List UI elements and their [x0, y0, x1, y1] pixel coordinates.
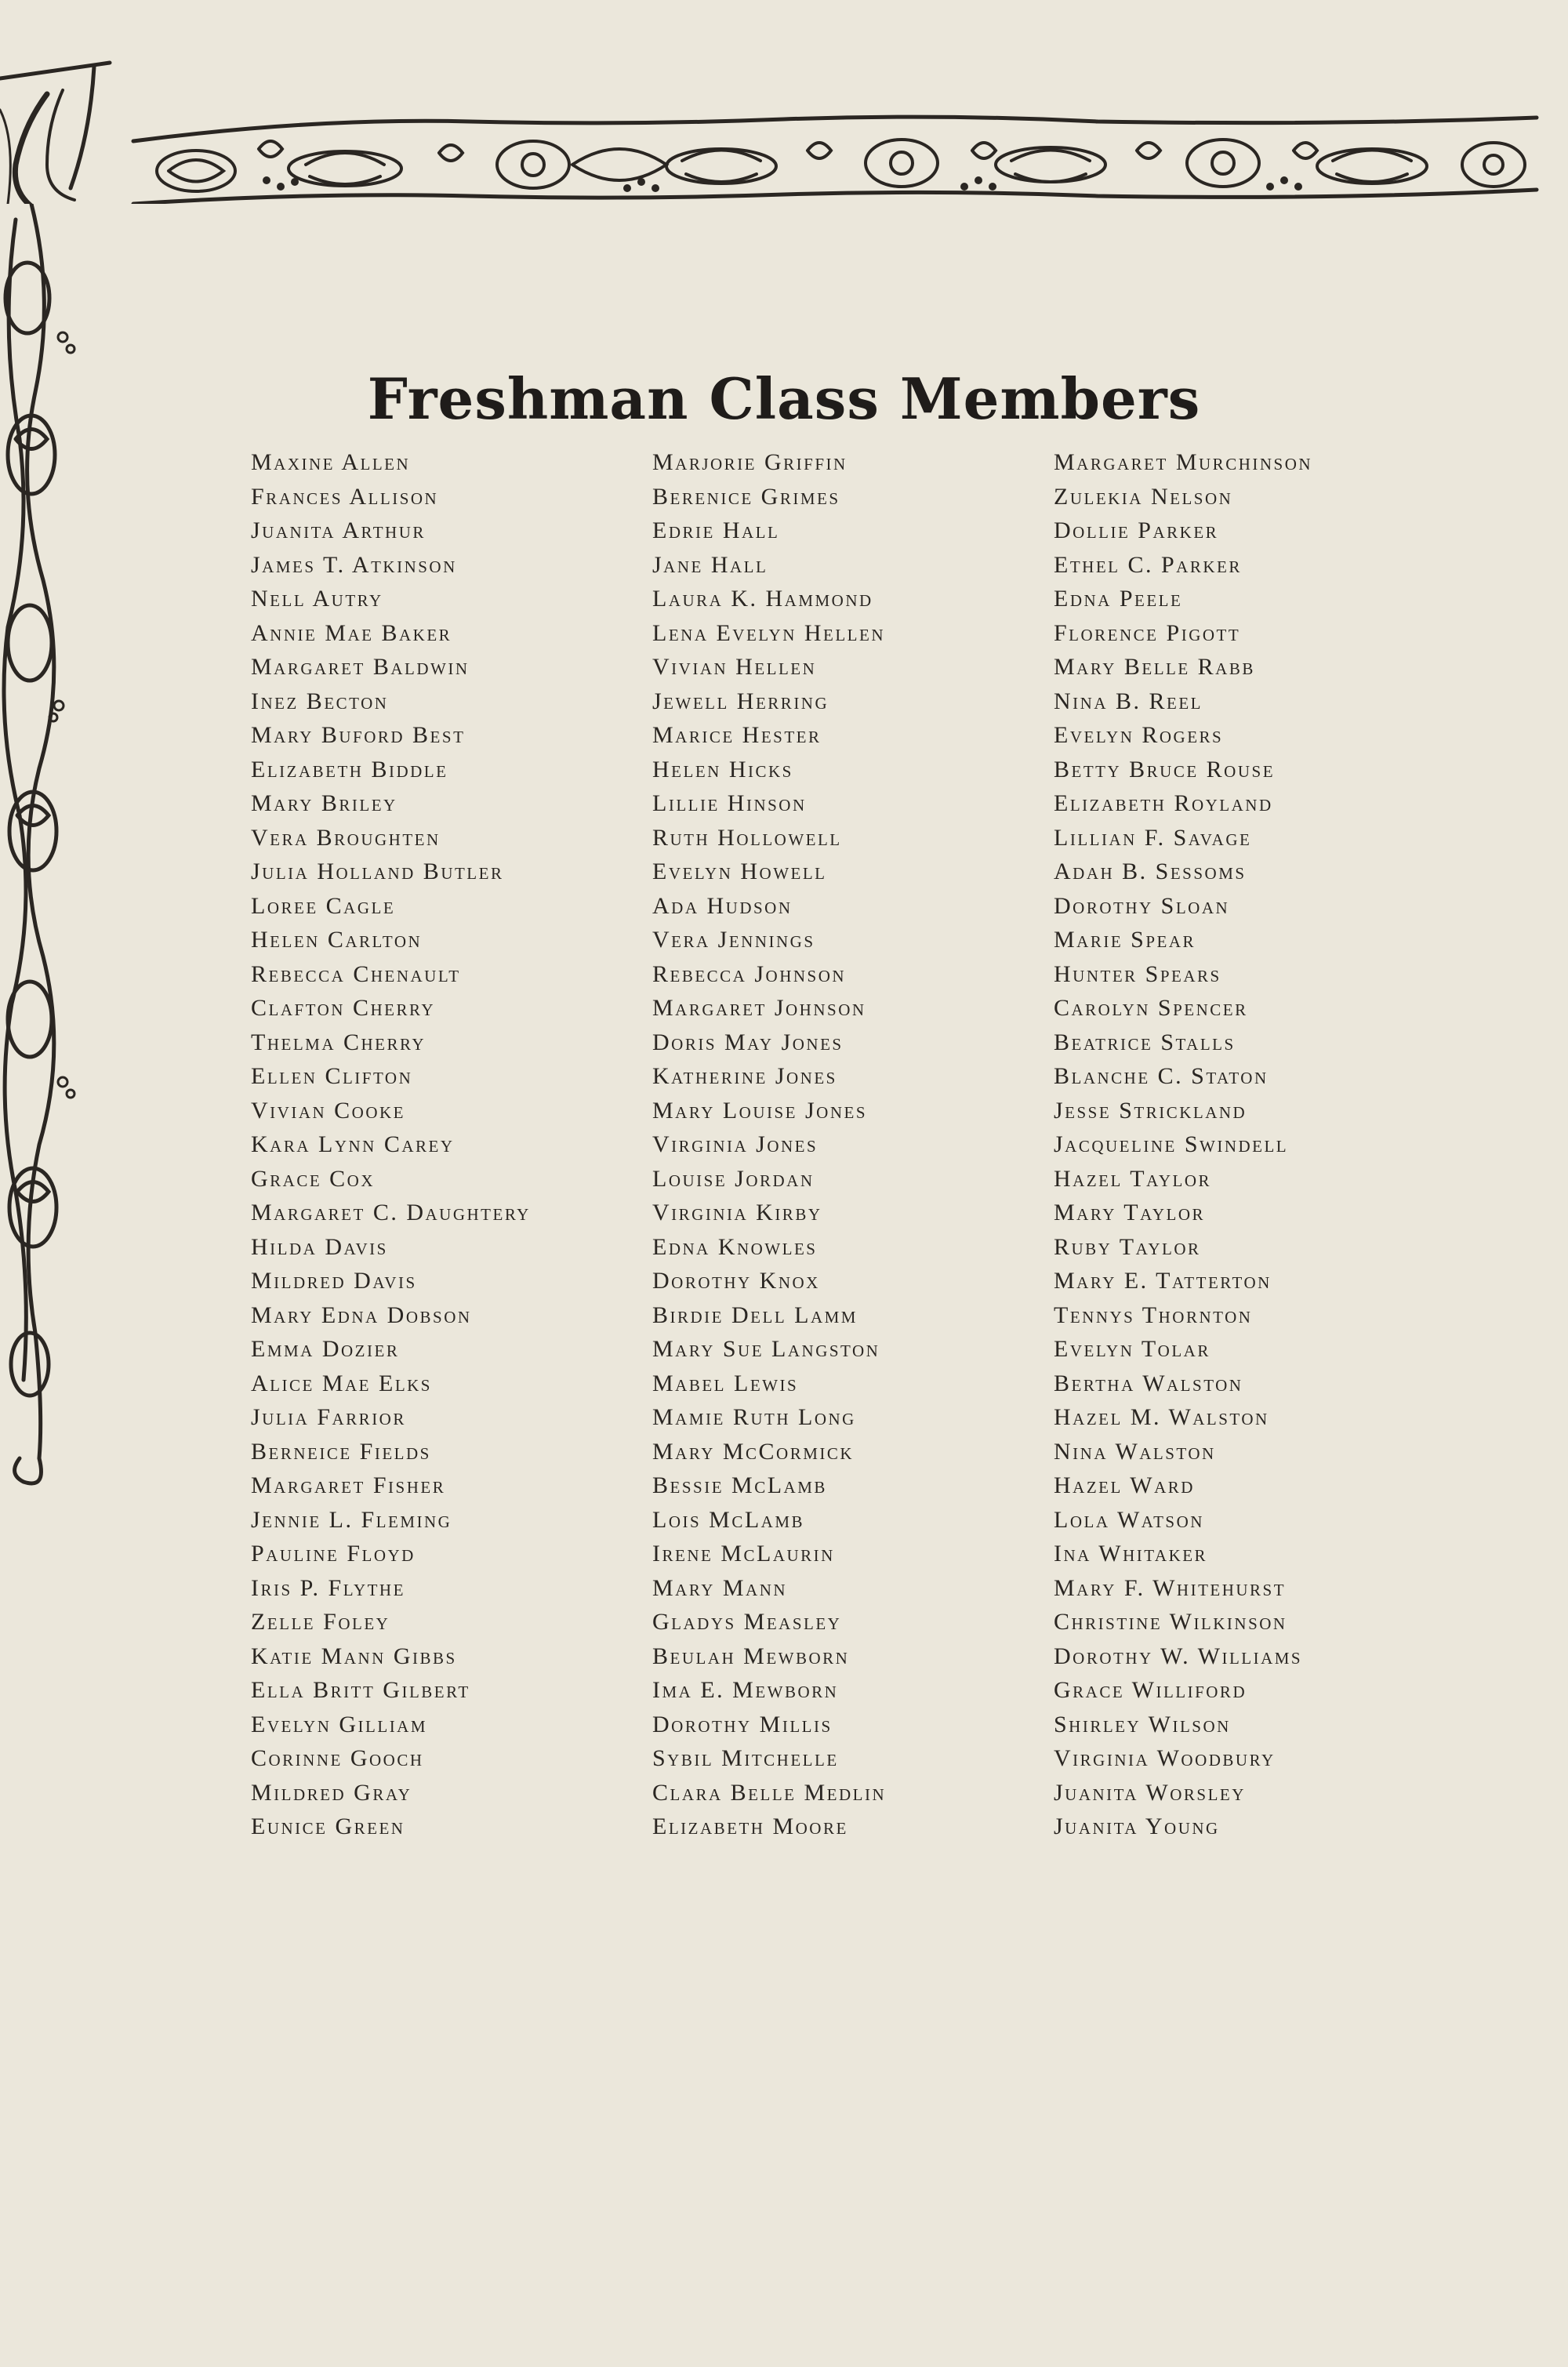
member-name: Rebecca Johnson [652, 960, 847, 987]
member-name: Mildred Davis [251, 1268, 417, 1294]
roster-column-1 [251, 445, 643, 1844]
member-name: James T. Atkinson [251, 551, 457, 578]
member-name: Gladys Measley [652, 1609, 842, 1635]
member-name: Mary Sue Langston [652, 1336, 880, 1362]
member-name: Vera Jennings [652, 927, 815, 953]
member-name: Mabel Lewis [652, 1370, 799, 1396]
member-name: Shirley Wilson [1054, 1711, 1231, 1737]
member-name: Jacqueline Swindell [1054, 1131, 1289, 1157]
member-name: Lillie Hinson [652, 790, 807, 816]
member-name: Mary F. Whitehurst [1054, 1574, 1287, 1601]
member-name: Margaret Baldwin [251, 654, 470, 680]
member-name: Zulekia Nelson [1054, 483, 1233, 510]
member-name: Hazel Taylor [1054, 1165, 1211, 1192]
member-name: Grace Williford [1054, 1677, 1247, 1703]
member-name: Irene McLaurin [652, 1541, 835, 1567]
member-name: Virginia Kirby [652, 1200, 822, 1225]
member-name: Dollie Parker [1054, 517, 1219, 543]
member-name: Elizabeth Moore [652, 1813, 848, 1839]
member-name: Emma Dozier [251, 1336, 400, 1362]
member-name: Edna Knowles [652, 1233, 818, 1260]
member-name: Helen Carlton [251, 927, 423, 953]
member-name: Rebecca Chenault [251, 960, 461, 987]
member-name: Julia Farrior [251, 1404, 406, 1430]
member-name: Mary Mann [652, 1574, 788, 1601]
member-name: Lois McLamb [652, 1506, 805, 1533]
member-name: Corinne Gooch [251, 1745, 424, 1771]
member-name: Adah B. Sessoms [1054, 859, 1247, 884]
member-name: Evelyn Gilliam [251, 1711, 428, 1737]
member-name: Juanita Arthur [251, 517, 426, 543]
member-name: Louise Jordan [652, 1165, 815, 1192]
member-name: Lillian F. Savage [1054, 824, 1252, 851]
member-name: Mary Buford Best [251, 722, 466, 748]
member-name: Hazel M. Walston [1054, 1404, 1269, 1430]
member-name: Berneice Fields [251, 1438, 431, 1465]
member-name: Juanita Worsley [1054, 1779, 1246, 1806]
member-name: Juanita Young [1054, 1813, 1220, 1839]
member-name: Katie Mann Gibbs [251, 1643, 457, 1669]
member-name: Kara Lynn Carey [251, 1131, 455, 1157]
member-name: Ruby Taylor [1054, 1233, 1201, 1260]
member-name: Nina B. Reel [1054, 688, 1203, 714]
member-name: Katherine Jones [652, 1063, 837, 1089]
member-name: Dorothy Knox [652, 1268, 820, 1294]
member-name: Ethel C. Parker [1054, 551, 1242, 578]
member-name: Mamie Ruth Long [652, 1404, 856, 1430]
member-name: Jewell Herring [652, 688, 829, 714]
member-name: Margaret Murchinson [1054, 449, 1313, 475]
member-name: Ellen Clifton [251, 1063, 413, 1089]
member-name: Clara Belle Medlin [652, 1779, 887, 1806]
member-name: Grace Cox [251, 1165, 376, 1192]
member-name: Ruth Hollowell [652, 824, 842, 851]
member-name: Tennys Thornton [1054, 1301, 1253, 1328]
member-name: Nina Walston [1054, 1438, 1216, 1465]
member-name: Hazel Ward [1054, 1472, 1195, 1498]
member-name: Inez Becton [251, 688, 389, 714]
member-name: Laura K. Hammond [652, 586, 873, 612]
member-name: Evelyn Howell [652, 859, 827, 884]
member-name: Dorothy W. Williams [1054, 1643, 1303, 1669]
member-name: Helen Hicks [652, 756, 793, 782]
member-name: Mary Taylor [1054, 1200, 1206, 1225]
member-name: Hunter Spears [1054, 960, 1221, 987]
member-name: Evelyn Tolar [1054, 1336, 1210, 1362]
member-name: Margaret Fisher [251, 1472, 446, 1498]
member-name: Loree Cagle [251, 892, 396, 919]
member-roster [0, 445, 1568, 1857]
roster-column-2 [652, 445, 1044, 1844]
member-name: Beatrice Stalls [1054, 1029, 1236, 1055]
page-title: Freshman Class Members [367, 365, 1201, 433]
member-name: Clafton Cherry [251, 995, 435, 1021]
member-name: Sybil Mitchelle [652, 1745, 839, 1771]
member-name: Evelyn Rogers [1054, 722, 1224, 748]
member-name: Florence Pigott [1054, 619, 1241, 646]
member-name: Virginia Woodbury [1054, 1745, 1276, 1771]
member-name: Dorothy Millis [652, 1711, 833, 1737]
member-name: Ella Britt Gilbert [251, 1677, 470, 1703]
member-name: Maxine Allen [251, 449, 411, 475]
member-name: Vivian Hellen [652, 654, 817, 680]
member-name: Mary E. Tatterton [1054, 1268, 1272, 1294]
member-name: Dorothy Sloan [1054, 892, 1230, 919]
member-name: Ada Hudson [652, 892, 793, 919]
member-name: Berenice Grimes [652, 483, 840, 510]
member-name: Edna Peele [1054, 586, 1183, 612]
member-name: Elizabeth Biddle [251, 756, 448, 782]
member-name: Edrie Hall [652, 517, 780, 543]
member-name: Virginia Jones [652, 1131, 818, 1157]
member-name: Betty Bruce Rouse [1054, 756, 1276, 782]
member-name: Margaret C. Daughtery [251, 1200, 531, 1225]
member-name: Ima E. Mewborn [652, 1677, 839, 1703]
member-name: Margaret Johnson [652, 995, 866, 1021]
member-name: Alice Mae Elks [251, 1370, 432, 1396]
member-name: Birdie Dell Lamm [652, 1301, 858, 1328]
member-name: Nell Autry [251, 586, 383, 612]
member-name: Zelle Foley [251, 1609, 390, 1635]
member-name: Iris P. Flythe [251, 1574, 405, 1601]
member-name: Marie Spear [1054, 927, 1196, 953]
member-name: Mary Edna Dobson [251, 1301, 472, 1328]
member-name: Elizabeth Royland [1054, 790, 1273, 816]
member-name: Julia Holland Butler [251, 859, 504, 884]
member-name: Bertha Walston [1054, 1370, 1243, 1396]
member-name: Mary Belle Rabb [1054, 654, 1255, 680]
member-name: Ina Whitaker [1054, 1541, 1208, 1567]
member-name: Marice Hester [652, 722, 822, 748]
member-name: Pauline Floyd [251, 1541, 416, 1567]
member-name: Mildred Gray [251, 1779, 412, 1806]
member-name: Jane Hall [652, 551, 768, 578]
member-name: Annie Mae Baker [251, 619, 452, 646]
member-name: Frances Allison [251, 483, 439, 510]
member-name: Marjorie Griffin [652, 449, 848, 475]
member-name: Lola Watson [1054, 1506, 1204, 1533]
member-name: Jesse Strickland [1054, 1097, 1247, 1124]
member-name: Hilda Davis [251, 1233, 388, 1260]
ornamental-header-band [0, 47, 1568, 204]
member-name: Doris May Jones [652, 1029, 844, 1055]
member-name: Christine Wilkinson [1054, 1609, 1287, 1635]
member-name: Mary Briley [251, 790, 397, 816]
member-name: Blanche C. Staton [1054, 1063, 1269, 1089]
member-name: Lena Evelyn Hellen [652, 619, 885, 646]
member-name: Bessie McLamb [652, 1472, 827, 1498]
member-name: Thelma Cherry [251, 1029, 426, 1055]
member-name: Carolyn Spencer [1054, 995, 1248, 1021]
member-name: Mary Louise Jones [652, 1097, 868, 1124]
member-name: Vera Broughten [251, 824, 441, 851]
roster-column-3 [1054, 445, 1493, 1844]
member-name: Eunice Green [251, 1813, 405, 1839]
member-name: Jennie L. Fleming [251, 1506, 452, 1533]
member-name: Vivian Cooke [251, 1097, 405, 1124]
member-name: Mary McCormick [652, 1438, 855, 1465]
member-name: Beulah Mewborn [652, 1643, 850, 1669]
